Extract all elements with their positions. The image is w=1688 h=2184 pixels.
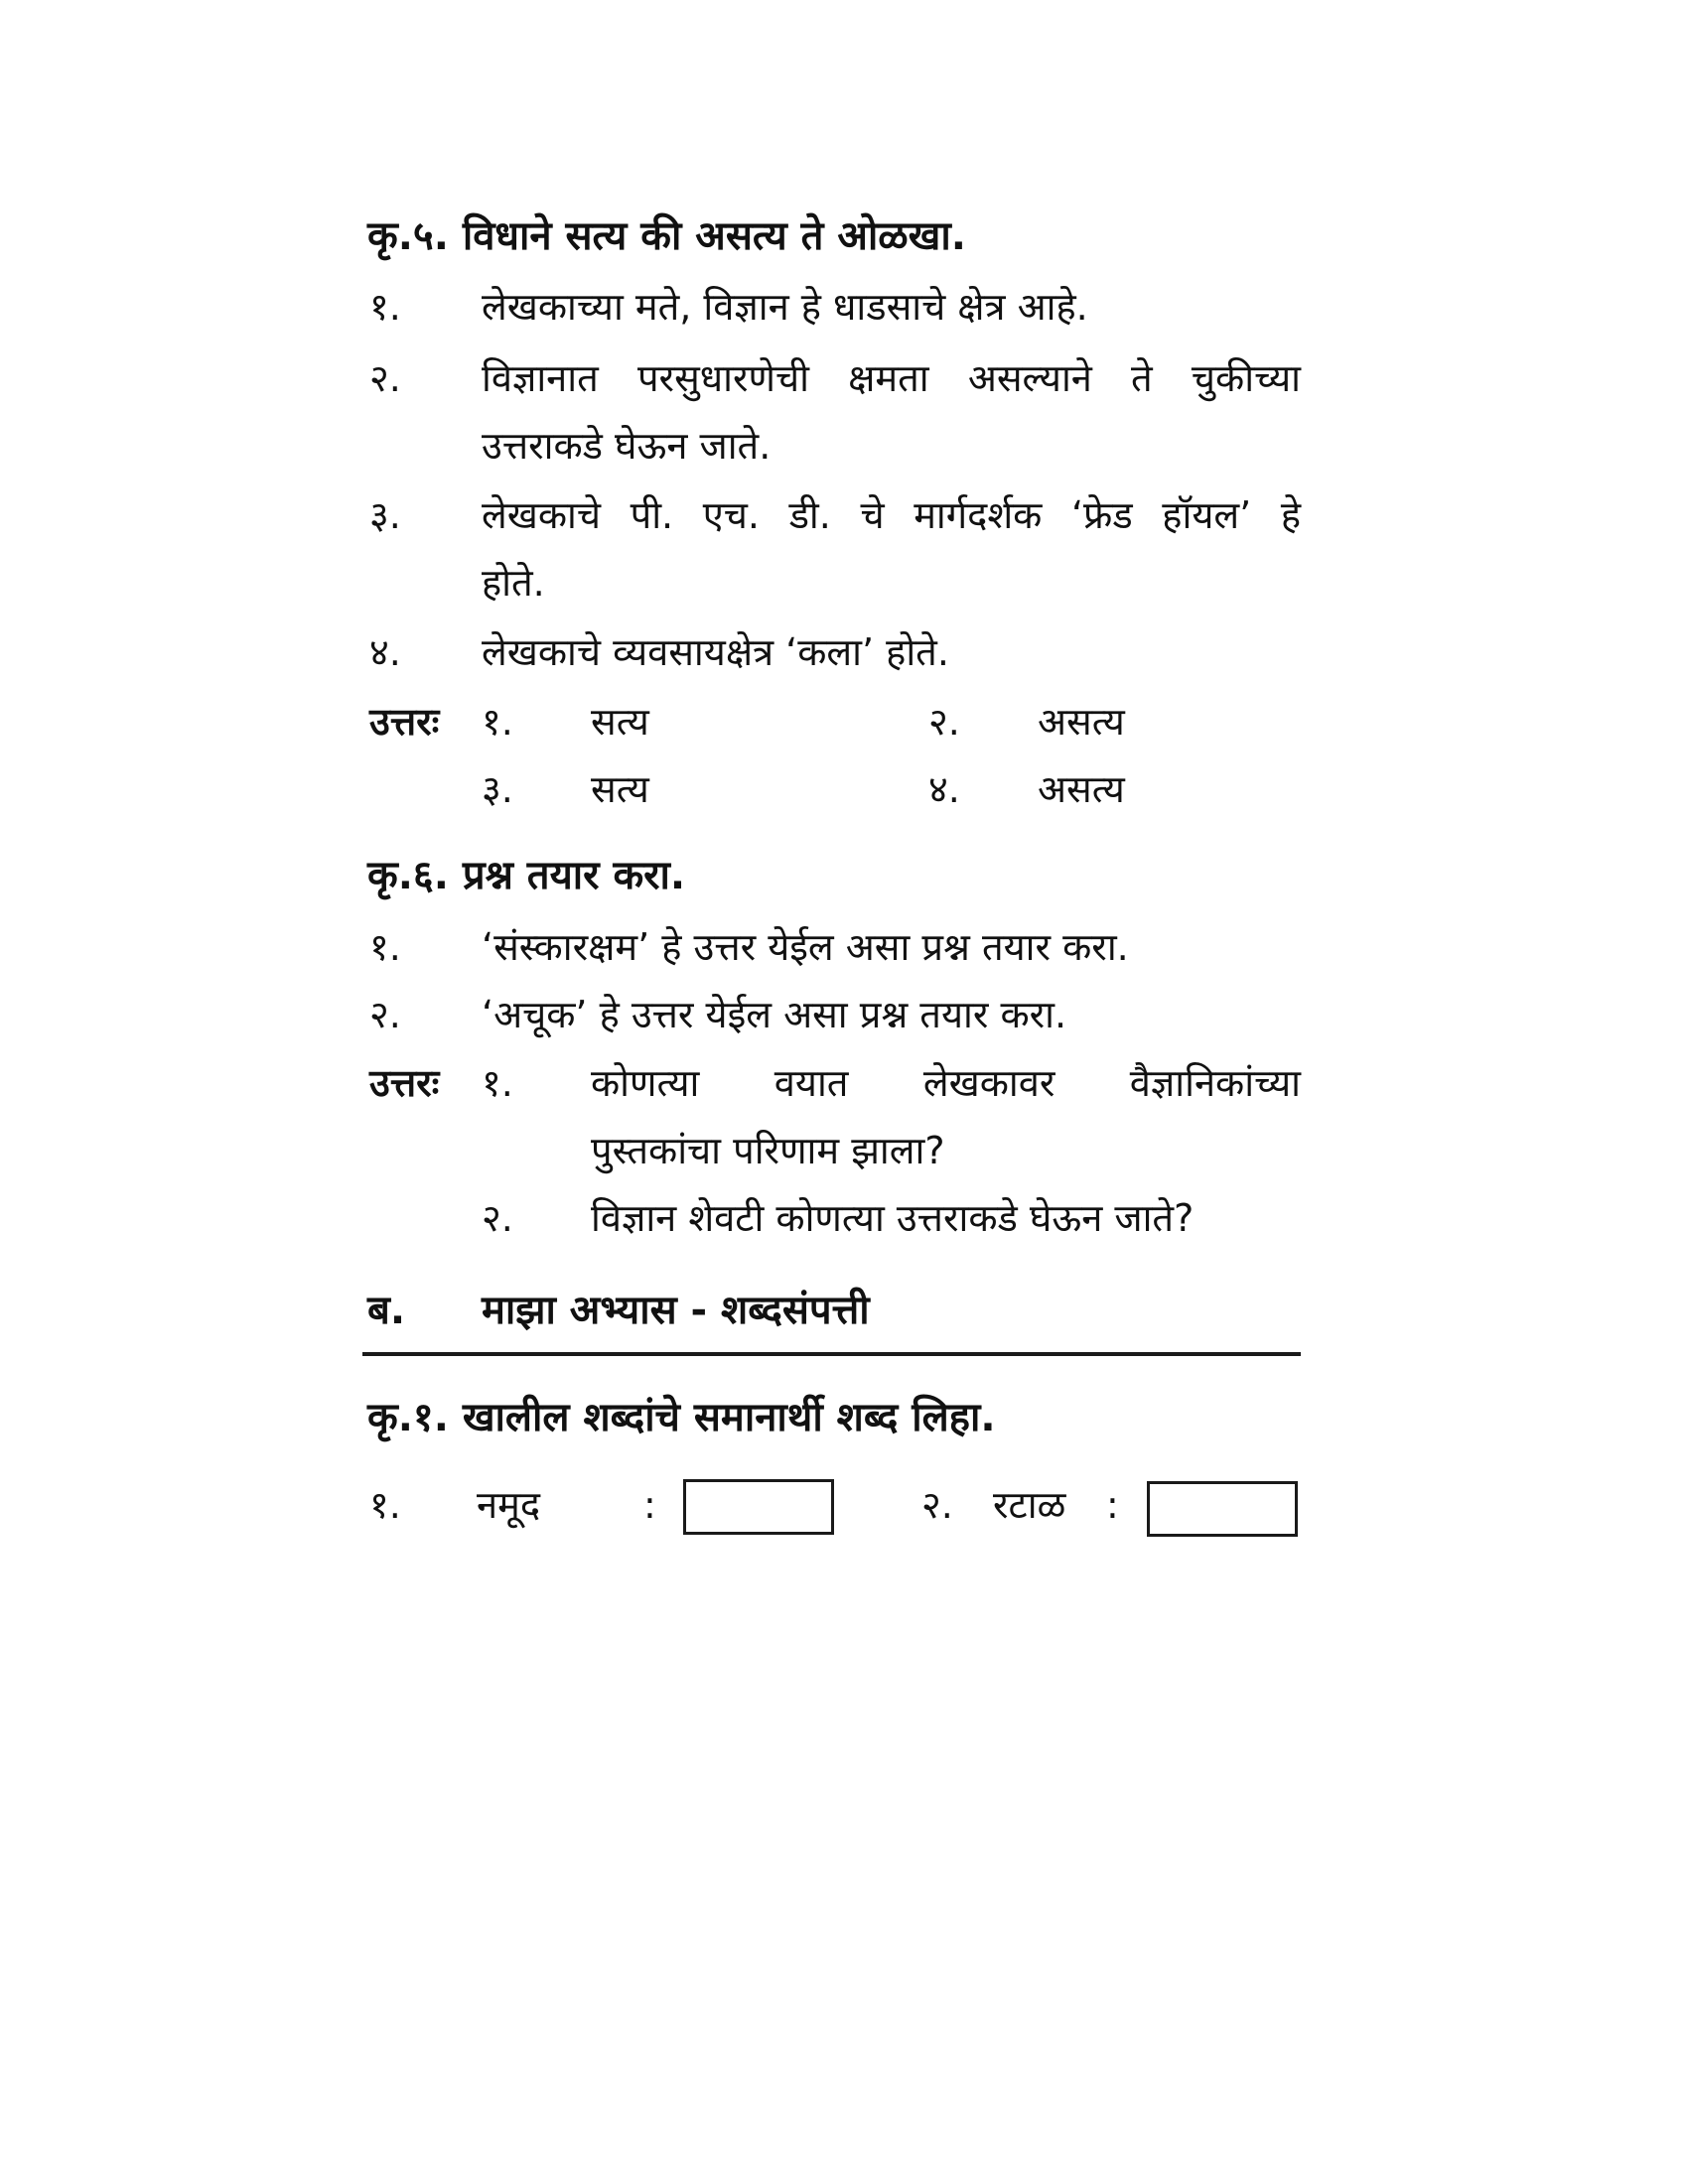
section-b-letter: ब. bbox=[367, 1288, 406, 1333]
q6-answer-1-text-cont: पुस्तकांचा परिणाम झाला? bbox=[591, 1129, 945, 1172]
q6-item-2-text: ‘अचूक’ हे उत्तर येईल असा प्रश्न तयार करा. bbox=[482, 993, 1067, 1036]
q1-item-2-answer-box[interactable] bbox=[1147, 1481, 1298, 1537]
q1-item-2-number: २. bbox=[921, 1483, 953, 1527]
q1-item-1-number: १. bbox=[369, 1483, 401, 1527]
section-divider bbox=[362, 1352, 1301, 1356]
q5-item-3-number: ३. bbox=[369, 493, 401, 537]
q5-answer-3-number: ३. bbox=[482, 767, 513, 811]
q5-answer-1-value: सत्य bbox=[591, 700, 649, 744]
q5-heading: कृ.५. विधाने सत्य की असत्य ते ओळखा. bbox=[367, 213, 966, 259]
q5-item-3-text-cont: होते. bbox=[482, 561, 545, 605]
q5-answer-label: उत्तरः bbox=[369, 700, 440, 744]
q5-item-2-text: विज्ञानात परसुधारणेची क्षमता असल्याने ते चुकीच्या bbox=[482, 356, 1301, 400]
q5-answer-1-number: १. bbox=[482, 700, 513, 744]
q5-item-1-text: लेखकाच्या मते, विज्ञान हे धाडसाचे क्षेत्र आहे. bbox=[482, 285, 1088, 329]
q5-answer-2-value: असत्य bbox=[1038, 700, 1125, 744]
q6-heading: कृ.६. प्रश्न तयार करा. bbox=[367, 853, 686, 898]
q6-answer-1-number: १. bbox=[482, 1061, 513, 1105]
q5-answer-3-value: सत्य bbox=[591, 767, 649, 811]
q6-answer-2-text: विज्ञान शेवटी कोणत्या उत्तराकडे घेऊन जाते? bbox=[591, 1196, 1195, 1240]
q5-item-4-number: ४. bbox=[369, 630, 401, 674]
q6-item-1-number: १. bbox=[369, 925, 401, 969]
q6-answer-1-text: कोणत्या वयात लेखकावर वैज्ञानिकांच्या bbox=[591, 1061, 1301, 1105]
q6-answer-2-number: २. bbox=[482, 1196, 513, 1240]
q1-item-1-answer-box[interactable] bbox=[683, 1479, 834, 1535]
q5-item-2-number: २. bbox=[369, 356, 401, 400]
q1-item-2-word: रटाळ bbox=[993, 1483, 1066, 1527]
q5-item-3-text: लेखकाचे पी. एच. डी. चे मार्गदर्शक ‘फ्रेड हॉयल’ हे bbox=[482, 493, 1301, 537]
q1-item-2-colon: : bbox=[1106, 1483, 1119, 1527]
q5-answer-4-value: असत्य bbox=[1038, 767, 1125, 811]
q1-item-1-colon: : bbox=[643, 1483, 656, 1527]
q1-heading: कृ.१. खालील शब्दांचे समानार्थी शब्द लिहा. bbox=[367, 1395, 996, 1440]
q5-item-4-text: लेखकाचे व्यवसायक्षेत्र ‘कला’ होते. bbox=[482, 630, 949, 674]
q6-answer-label: उत्तरः bbox=[369, 1061, 440, 1105]
q6-item-1-text: ‘संस्कारक्षम’ हे उत्तर येईल असा प्रश्न तयार करा. bbox=[482, 925, 1129, 969]
q5-answer-4-number: ४. bbox=[928, 767, 960, 811]
section-b-title: माझा अभ्यास - शब्दसंपत्ती bbox=[482, 1288, 870, 1333]
q6-item-2-number: २. bbox=[369, 993, 401, 1036]
q5-item-2-text-cont: उत्तराकडे घेऊन जाते. bbox=[482, 424, 772, 468]
q5-answer-2-number: २. bbox=[928, 700, 960, 744]
q5-item-1-number: १. bbox=[369, 285, 401, 329]
q1-item-1-word: नमूद bbox=[477, 1483, 540, 1527]
